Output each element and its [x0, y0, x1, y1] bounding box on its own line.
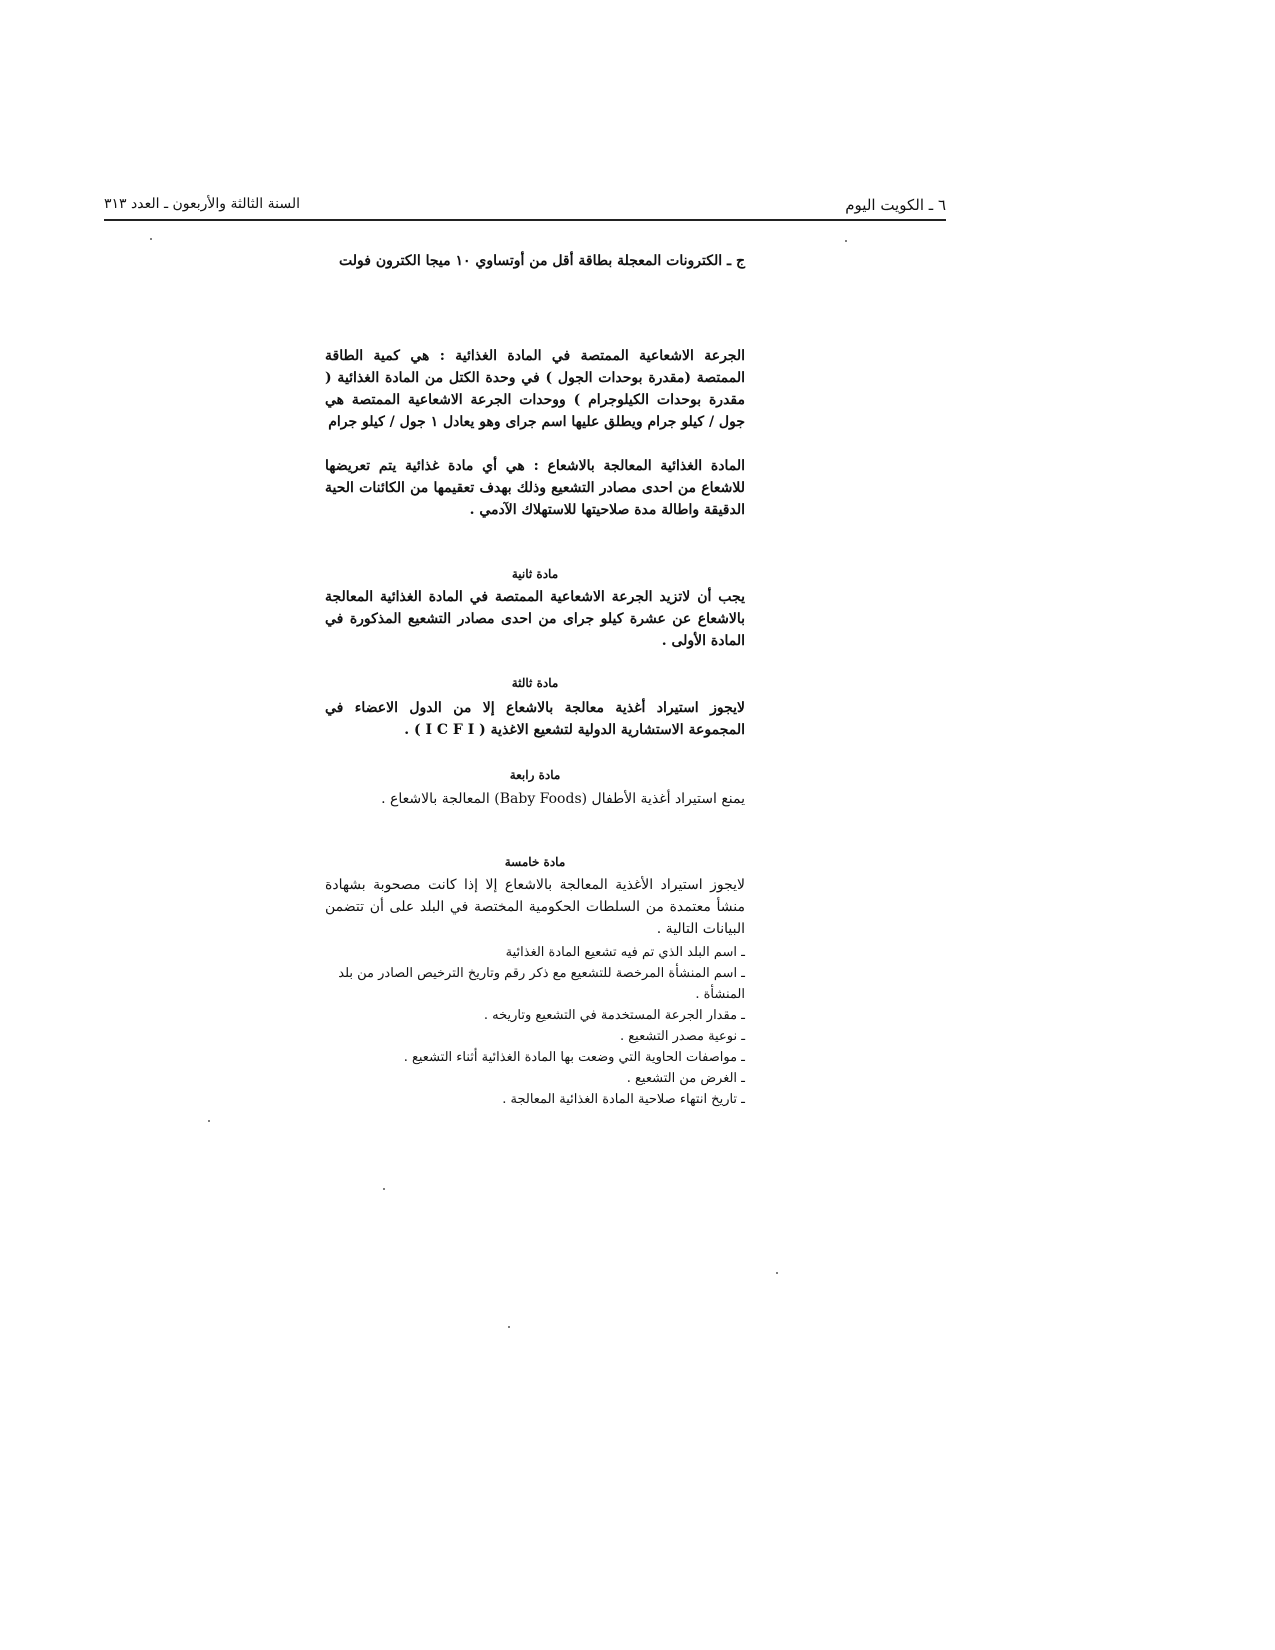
article-4-text: يمنع استيراد أغذية الأطفال (Baby Foods) المعالجة بالاشعاع . — [381, 791, 745, 807]
header-issue-info: السنة الثالثة والأربعون ـ العدد ٣١٣ — [104, 196, 300, 212]
list-item: ـ مواصفات الحاوية التي وضعت بها المادة الغذائية أثناء التشعيع . — [403, 1050, 745, 1065]
scan-speck — [383, 1188, 385, 1190]
article-3-paragraph — [325, 697, 745, 741]
article-4-heading: مادة رابعة — [509, 768, 561, 782]
list-item: ـ اسم المنشأة المرخصة للتشعيع مع ذكر رقم وتاريخ الترخيص الصادر من بلد المنشأة . — [338, 966, 745, 1002]
list-item: ـ الغرض من التشعيع . — [626, 1071, 745, 1086]
article-2-text: يجب أن لاتزيد الجرعة الاشعاعية الممتصة في المادة الغذائية المعالجة بالاشعاع عن عشرة كيلو جراى من احدى مصادر التشعيع المذكورة في المادة الأولى . — [325, 589, 745, 649]
article-3-heading: مادة ثالثة — [511, 676, 559, 690]
item-c-text: ج ـ الكترونات المعجلة بطاقة أقل من أوتساوي ١٠ ميجا الكترون فولت — [339, 253, 745, 269]
irradiated-food-definition — [325, 455, 745, 521]
irradiated-food-text: المادة الغذائية المعالجة بالاشعاع : هي أي مادة غذائية يتم تعريضها للاشعاع من احدى مصادر التشعيع وذلك بهدف تعقيمها من الكائنات الحية الدقيقة واطالة مدة صلاحيتها للاستهلاك الآدمي . — [325, 458, 745, 518]
scan-speck — [776, 1272, 778, 1274]
header-publication-title: ٦ ـ الكويت اليوم — [845, 196, 946, 214]
article-5-heading: مادة خامسة — [504, 855, 566, 869]
absorbed-dose-definition — [325, 345, 745, 433]
list-item: ـ تاريخ انتهاء صلاحية المادة الغذائية المعالجة . — [502, 1092, 745, 1107]
list-item: ـ مقدار الجرعة المستخدمة في التشعيع وتاريخه . — [483, 1008, 745, 1023]
list-item: ـ اسم البلد الذي تم فيه تشعيع المادة الغذائية — [505, 945, 745, 960]
article-2-heading: مادة ثانية — [511, 567, 559, 581]
absorbed-dose-text: الجرعة الاشعاعية الممتصة في المادة الغذائية : هي كمية الطاقة الممتصة (مقدرة بوحدات الجول ) في وحدة الكتل من المادة الغذائية ( مقدرة بوحدات الكيلوجرام ) ووحدات الجرعة الاشعاعية الممتصة هي جول / كيلو جرام ويطلق عليها اسم جراى وهو يعادل ١ جول / كيلو جرام — [325, 348, 745, 430]
article-4-paragraph — [325, 788, 745, 810]
scan-speck — [208, 1120, 210, 1122]
article-5-text: لايجوز استيراد الأغذية المعالجة بالاشعاع إلا إذا كانت مصحوبة بشهادة منشأ معتمدة من السلطات الحكومية المختصة في البلد على أن تتضمن البيانات التالية . — [325, 877, 745, 937]
scan-speck — [150, 238, 152, 240]
header-rule — [104, 219, 946, 221]
list-item: ـ نوعية مصدر التشعيع . — [620, 1029, 745, 1044]
scan-speck — [845, 240, 847, 242]
scan-speck — [508, 1326, 510, 1328]
article-5-paragraph — [325, 874, 745, 940]
article-3-text: لايجوز استيراد أغذية معالجة بالاشعاع إلا من الدول الاعضاء في المجموعة الاستشارية الدولية لتشعيع الاغذية ( I C F I ) . — [325, 700, 745, 738]
item-c-paragraph — [325, 250, 745, 272]
article-5-list — [325, 942, 745, 1110]
article-2-paragraph — [325, 586, 745, 652]
